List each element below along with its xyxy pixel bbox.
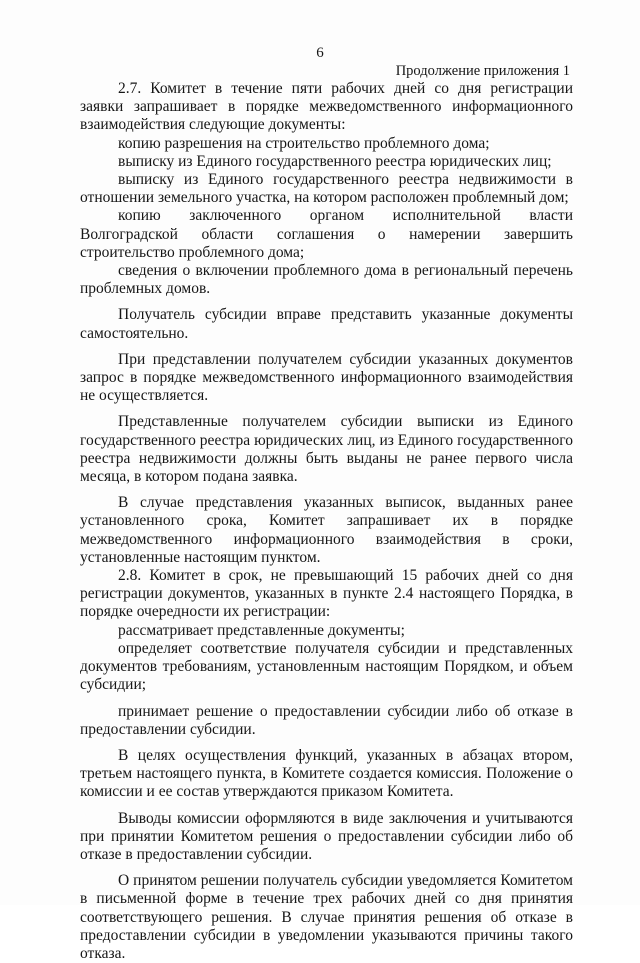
paragraph: выписку из Единого государственного реестра юридических лиц; bbox=[118, 152, 552, 170]
paragraph: Получатель субсидии вправе представить указанные документы самостоятельно. bbox=[80, 306, 573, 342]
paragraph: определяет соответствие получателя субсидии и представленных документов требованиям, установленным настоящим Порядком, и объем субсидии; bbox=[80, 639, 573, 694]
paragraph: рассматривает представленные документы; bbox=[118, 621, 405, 639]
paragraph: принимает решение о предоставлении субсидии либо об отказе в предоставлении субсидии. bbox=[80, 702, 573, 738]
paragraph: копию заключенного органом исполнительной власти Волгоградской области соглашения о намерении завершить строительство проблемного дома; bbox=[80, 207, 573, 261]
paragraph: Выводы комиссии оформляются в виде заключения и учитываются при принятии Комитетом решения о предоставлении субсидии либо об отказе в предоставлении субсидии. bbox=[80, 809, 573, 863]
paragraph: В целях осуществления функций, указанных в абзацах втором, третьем настоящего пункта, в Комитете создается комиссия. Положение о комиссии и ее состав утверждаются приказом Комитета. bbox=[80, 746, 573, 801]
paragraph: копию разрешения на строительство проблемного дома; bbox=[118, 134, 490, 152]
paragraph: В случае представления указанных выписок, выданных ранее установленного срока, Комитет запрашивает их в порядке межведомственного информационного взаимодействия в сроки, установленные настоящим пунктом. bbox=[80, 494, 573, 566]
page-number: 6 bbox=[316, 45, 324, 61]
paragraph: О принятом решении получатель субсидии уведомляется Комитетом в письменной форме в течение трех рабочих дней со дня принятия соответствующего решения. В случае принятия решения об отказе в предоставлении субсидии в уведомлении указываются причины такого отказа. bbox=[80, 872, 573, 962]
paragraph: При представлении получателем субсидии указанных документов запрос в порядке межведомственного информационного взаимодействия не осуществляется. bbox=[80, 350, 573, 405]
paragraph: 2.7. Комитет в течение пяти рабочих дней со дня регистрации заявки запрашивает в порядке межведомственного информационного взаимодействия следующие документы: bbox=[80, 80, 573, 134]
paragraph: выписку из Единого государственного реестра недвижимости в отношении земельного участка, на котором расположен проблемный дом; bbox=[80, 171, 573, 207]
paragraph: 2.8. Комитет в срок, не превышающий 15 рабочих дней со дня регистрации документов, указанных в пункте 2.4 настоящего Порядка, в порядке очередности их регистрации: bbox=[80, 567, 573, 621]
appendix-continuation-note: Продолжение приложения 1 bbox=[395, 63, 570, 79]
document-body bbox=[80, 80, 573, 963]
paragraph: сведения о включении проблемного дома в региональный перечень проблемных домов. bbox=[80, 262, 573, 298]
paragraph: Представленные получателем субсидии выписки из Единого государственного реестра юридических лиц, из Единого государственного реестра недвижимости должны быть выданы не ранее первого числа месяца, в котором подана заявка. bbox=[80, 413, 573, 486]
